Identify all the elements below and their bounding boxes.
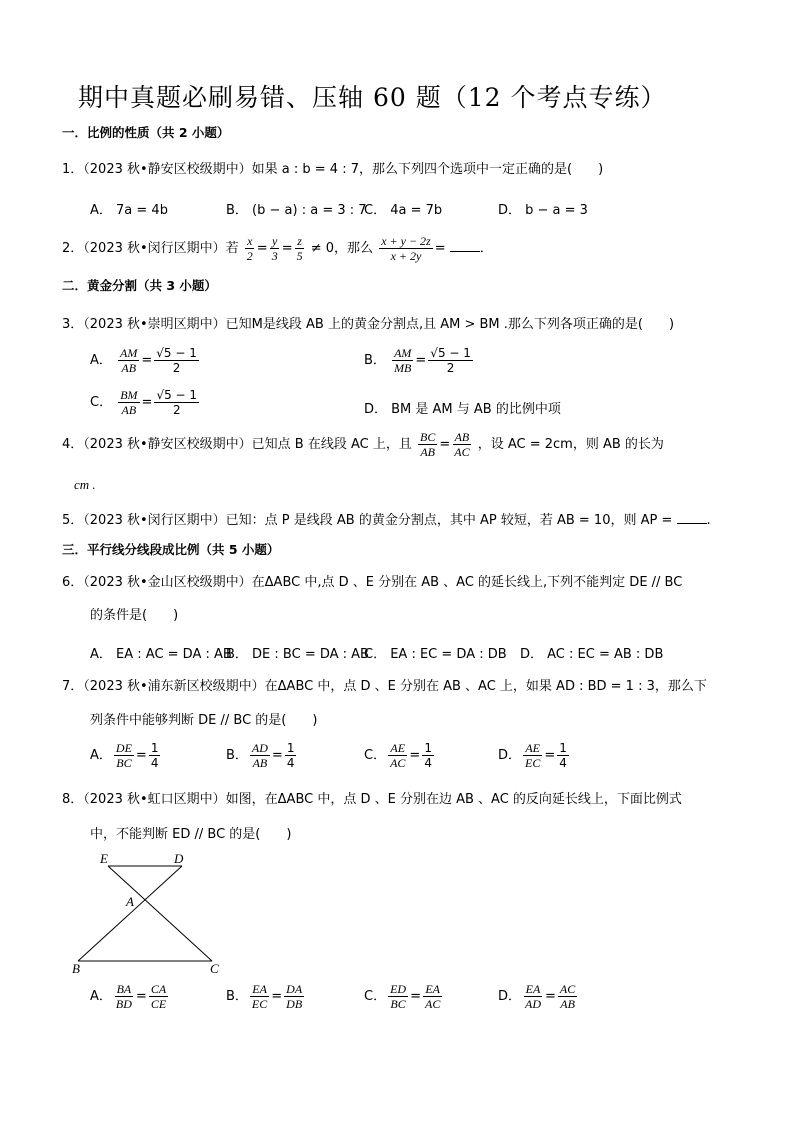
q4-frac-2: $\frac{AB}{AC}$	[454, 430, 470, 459]
q6-option-b: B． DE : BC = DA : AB	[226, 647, 369, 662]
question-5: 5．（2023 秋•闵行区期中）已知：点 P 是线段 AB 的黄金分割点，其中 AP 较短，若 AB = 10，则 AP = .	[62, 513, 711, 528]
label-e: E	[100, 851, 108, 866]
q1-option-d: D． b − a = 3	[498, 203, 588, 218]
q1-option-c: C． 4a = 7b	[364, 203, 443, 218]
label-d: D	[174, 851, 184, 866]
question-6-line1: 6．（2023 秋•金山区校级期中）在ΔABC 中,点 D 、E 分别在 AB 、AC 的延长线上,下列不能判定 DE // BC	[62, 575, 683, 590]
section-heading-1: 一．比例的性质（共 2 小题）	[62, 125, 230, 140]
q3-option-b: B． $\frac{AM}{MB}$ = $\frac{√5 - 1}{2}$	[364, 346, 471, 375]
triangle-figure	[64, 848, 234, 978]
question-7-line1: 7．（2023 秋•浦东新区校级期中）在ΔABC 中，点 D 、E 分别在 AB 、AC 上，如果 AD : BD = 1 : 3，那么下	[62, 679, 707, 694]
q1-option-b: B． (b − a) : a = 3 : 7	[226, 203, 367, 218]
question-3-text: 3．（2023 秋•崇明区期中）已知M是线段 AB 上的黄金分割点,且 AM > BM .那么下列各项正确的是( )	[62, 317, 675, 332]
question-8-line1: 8．（2023 秋•虹口区期中）如图，在ΔABC 中，点 D 、E 分别在边 AB 、AC 的反向延长线上，下面比例式	[62, 792, 682, 807]
q2-prefix: 2．（2023 秋•闵行区期中）若	[62, 241, 239, 256]
page-title: 期中真题必刷易错、压轴 60 题（12 个考点专练）	[78, 83, 667, 112]
q2-suffix: ．	[479, 241, 493, 256]
question-2: 2．（2023 秋•闵行区期中）若 $\frac{x}{2}$ = $\frac{y}{3}$ = $\frac{z}{5}$ ≠ 0，那么 $\frac{x + y - 2z}{x + 2y}$ = ．	[62, 234, 493, 263]
q7-option-b: B． $\frac{AD}{AB}$ = $\frac{1}{4}$	[226, 741, 295, 770]
q5-answer-blank	[677, 513, 707, 524]
q8-option-c: C． $\frac{ED}{BC}$ = $\frac{EA}{AC}$	[364, 982, 441, 1011]
label-c: C	[210, 961, 219, 976]
segment-db	[78, 866, 182, 961]
q4-unit: cm .	[74, 477, 96, 492]
q2-frac-y: $\frac{y}{3}$	[271, 234, 278, 263]
question-7-line2: 列条件中能够判断 DE // BC 的是( )	[90, 713, 318, 728]
q5-text: 5．（2023 秋•闵行区期中）已知：点 P 是线段 AB 的黄金分割点，其中 AP 较短，若 AB = 10，则 AP =	[62, 513, 673, 528]
label-a: A	[126, 894, 134, 909]
q8-option-a: A． $\frac{BA}{BD}$ = $\frac{CA}{CE}$	[90, 982, 167, 1011]
q3-option-c: C． $\frac{BM}{AB}$ = $\frac{√5 - 1}{2}$	[90, 388, 198, 417]
q1-option-a: A． 7a = 4b	[90, 203, 168, 218]
q2-answer-blank	[450, 241, 480, 252]
question-1-text: 1．（2023 秋•静安区校级期中）如果 a : b = 4 : 7，那么下列四个选项中一定正确的是( )	[62, 162, 604, 177]
q2-frac-x: $\frac{x}{2}$	[246, 234, 253, 263]
q2-neq: ≠ 0，那么	[310, 241, 374, 256]
section-heading-2: 二．黄金分割（共 3 小题）	[62, 278, 217, 293]
segment-ec	[108, 866, 212, 961]
label-b: B	[72, 961, 80, 976]
section-heading-3: 三．平行线分线段成比例（共 5 小题）	[62, 542, 280, 557]
q8-option-d: D． $\frac{EA}{AD}$ = $\frac{AC}{AB}$	[498, 982, 576, 1011]
q2-frac-expr: $\frac{x + y - 2z}{x + 2y}$	[381, 234, 431, 263]
q3-option-a: A． $\frac{AM}{AB}$ = $\frac{√5 - 1}{2}$	[90, 346, 197, 375]
q7-option-a: A． $\frac{DE}{BC}$ = $\frac{1}{4}$	[90, 741, 159, 770]
q7-option-c: C． $\frac{AE}{AC}$ = $\frac{1}{4}$	[364, 741, 432, 770]
q4-suffix: ，设 AC = 2cm，则 AB 的长为	[477, 437, 664, 452]
q4-prefix: 4．（2023 秋•静安区校级期中）已知点 B 在线段 AC 上，且	[62, 437, 412, 452]
q3-option-d: D． BM 是 AM 与 AB 的比例中项	[364, 402, 561, 417]
q8-option-b: B． $\frac{EA}{EC}$ = $\frac{DA}{DB}$	[226, 982, 303, 1011]
q6-option-a: A． EA : AC = DA : AB	[90, 647, 232, 662]
q6-option-d: D． AC : EC = AB : DB	[520, 647, 664, 662]
q4-frac-1: $\frac{BC}{AB}$	[420, 430, 436, 459]
q7-option-d: D． $\frac{AE}{EC}$ = $\frac{1}{4}$	[498, 741, 567, 770]
question-6-line2: 的条件是( )	[90, 608, 179, 623]
question-4: 4．（2023 秋•静安区校级期中）已知点 B 在线段 AC 上，且 $\frac{BC}{AB}$ = $\frac{AB}{AC}$ ，设 AC = 2cm，则 AB 的长为	[62, 430, 664, 459]
q6-option-c: C． EA : EC = DA : DB	[364, 647, 507, 662]
q2-frac-z: $\frac{z}{5}$	[296, 234, 303, 263]
question-8-line2: 中，不能判断 ED // BC 的是( )	[90, 827, 292, 842]
